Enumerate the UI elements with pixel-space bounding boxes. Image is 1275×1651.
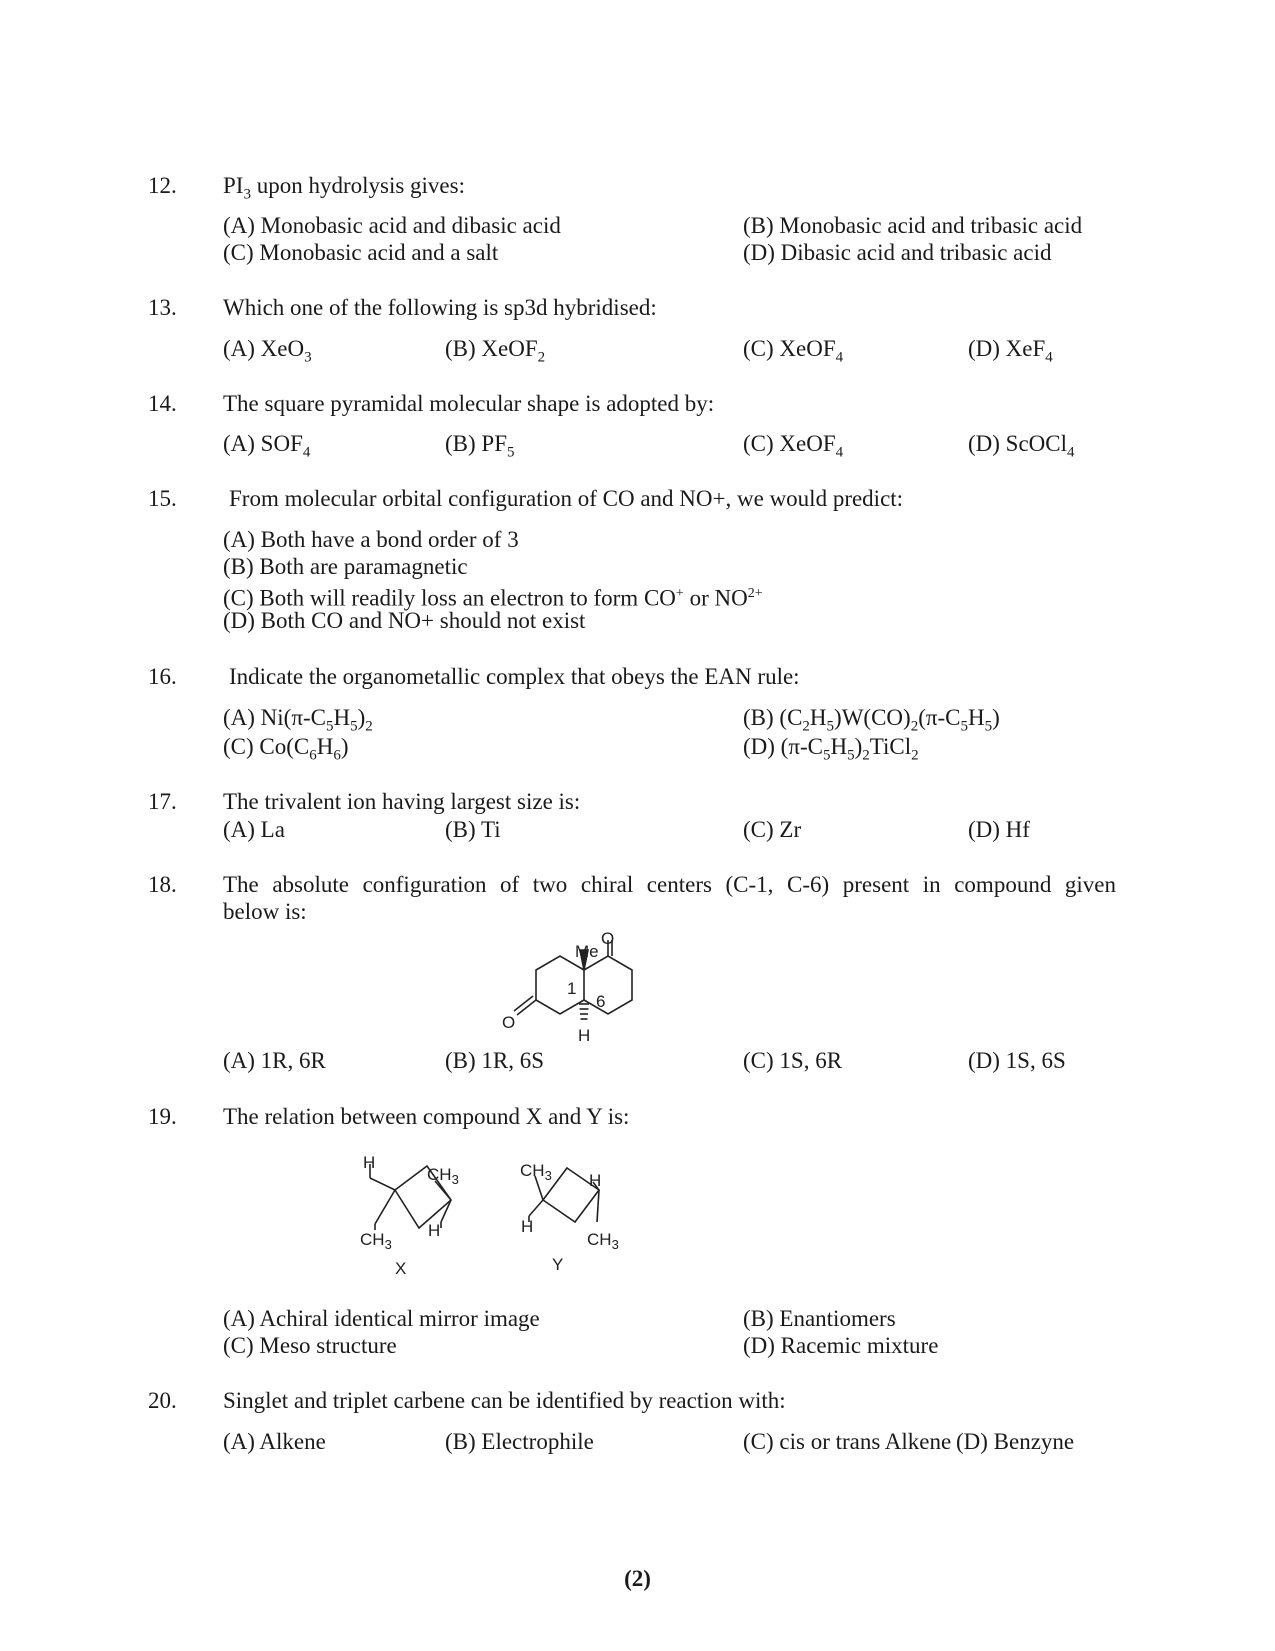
question-text: The relation between compound X and Y is: <box>223 1104 630 1129</box>
option-c[interactable]: (C) XeOF$_4$ <box>743 431 844 461</box>
option-b[interactable]: (B) XeOF$_2$ <box>445 336 546 366</box>
option-a[interactable]: (A) XeO$_3$ <box>223 336 312 366</box>
option-a[interactable]: (A) Both have a bond order of 3 <box>223 527 519 552</box>
options <box>223 1428 1128 1455</box>
options <box>223 335 1128 366</box>
y-ch3-bottom: $CH_3$ <box>587 1230 619 1252</box>
option-d[interactable]: (D) Dibasic acid and tribasic acid <box>743 240 1052 265</box>
question-text: The absolute configuration of two chiral centers (C-1, C-6) present in compound given below is: <box>223 872 1116 924</box>
question-number: 18. <box>148 872 177 897</box>
option-a[interactable]: (A) $SOF_4$ <box>223 431 311 461</box>
option-b[interactable]: (B) Monobasic acid and tribasic acid <box>743 213 1083 238</box>
methyl-label: Me <box>575 942 599 961</box>
question-text: The square pyramidal molecular shape is adopted by: <box>223 391 715 416</box>
question-number: 17. <box>148 789 177 814</box>
question-text: Indicate the organometallic complex that obeys the EAN rule: <box>229 664 800 689</box>
option-b[interactable]: (B) 1R, 6S <box>445 1048 545 1073</box>
x-h-bottom: H <box>428 1221 441 1240</box>
option-d[interactable]: (D) Both CO and NO+ should not exist <box>223 608 586 633</box>
option-b[interactable]: (B) Ti <box>445 817 501 842</box>
question-number: 12. <box>148 173 177 198</box>
options <box>223 430 1128 461</box>
option-b[interactable]: (B) Both are paramagnetic <box>223 554 468 579</box>
option-b[interactable]: (B) $(C_2H_5)W(CO)_2(\pi-C_5H_5)$ <box>743 705 1000 735</box>
option-a[interactable]: (A) $Ni(\pi-C_5H_5)_2$ <box>223 705 373 735</box>
option-c[interactable]: (C) Zr <box>743 817 802 842</box>
option-d[interactable]: (D) XeF$_4$ <box>968 336 1053 366</box>
options <box>223 704 1128 764</box>
compound-y-structure <box>515 1148 655 1278</box>
options <box>223 526 1128 634</box>
option-d[interactable]: (D) 1S, 6S <box>968 1048 1066 1073</box>
options <box>223 212 1128 266</box>
option-a[interactable]: (A) Monobasic acid and dibasic acid <box>223 213 561 238</box>
option-b[interactable]: (B) Enantiomers <box>743 1306 896 1331</box>
carbonyl-o-left: O <box>502 1013 516 1032</box>
question-text: $PI_3$ upon hydrolysis gives: <box>223 173 465 203</box>
carbonyl-o-top: O <box>601 929 615 948</box>
option-a[interactable]: (A) 1R, 6R <box>223 1048 326 1073</box>
question-number: 15. <box>148 486 177 511</box>
option-d[interactable]: (D) Racemic mixture <box>743 1333 939 1358</box>
hydrogen-label: H <box>578 1026 591 1045</box>
option-a[interactable]: (A) Achiral identical mirror image <box>223 1306 540 1331</box>
option-d[interactable]: (D) ScOCl$_4$ <box>968 431 1075 461</box>
option-d[interactable]: (D) Hf <box>968 817 1030 842</box>
options <box>223 816 1128 843</box>
option-d[interactable]: (D) $(\pi-C_5H_5)_2TiCl_2$ <box>743 734 919 764</box>
option-a[interactable]: (A) La <box>223 817 285 842</box>
y-h-top: H <box>589 1171 602 1190</box>
x-h-top: H <box>363 1153 376 1172</box>
option-b[interactable]: (B) Electrophile <box>445 1429 594 1454</box>
question-number: 13. <box>148 295 177 320</box>
y-h-bottom: H <box>521 1217 534 1236</box>
option-c[interactable]: (C) Both will readily loss an electron to form CO+ or $NO^{2+}$ <box>223 585 763 611</box>
option-c[interactable]: (C) 1S, 6R <box>743 1048 843 1073</box>
options <box>223 1047 1128 1074</box>
bicyclic-ketone-structure <box>490 920 650 1055</box>
x-label: X <box>395 1259 407 1278</box>
question-number: 20. <box>148 1388 177 1413</box>
question-number: 19. <box>148 1104 177 1129</box>
question-text: Which one of the following is sp3d hybridised: <box>223 295 657 320</box>
compound-x-structure <box>355 1148 495 1283</box>
question-text: Singlet and triplet carbene can be identified by reaction with: <box>223 1388 786 1413</box>
page-number: (2) <box>624 1566 651 1591</box>
option-c[interactable]: (C) cis or trans Alkene <box>743 1429 952 1454</box>
x-ch3-top: $CH_3$ <box>427 1165 459 1187</box>
y-ch3-top: $CH_3$ <box>520 1161 552 1183</box>
question-text: From molecular orbital configuration of CO and NO+, we would predict: <box>229 486 904 511</box>
option-c[interactable]: (C) $Co(C_6H_6)$ <box>223 734 349 764</box>
carbon-6-label: 6 <box>596 992 606 1011</box>
option-a[interactable]: (A) Alkene <box>223 1429 326 1454</box>
option-c[interactable]: (C) XeOF$_4$ <box>743 336 844 366</box>
question-number: 16. <box>148 664 177 689</box>
options <box>223 1305 1128 1359</box>
option-d[interactable]: (D) Benzyne <box>956 1429 1075 1454</box>
question-number: 14. <box>148 391 177 416</box>
option-c[interactable]: (C) Monobasic acid and a salt <box>223 240 499 265</box>
option-b[interactable]: (B) $PF_5$ <box>445 431 515 461</box>
carbon-1-label: 1 <box>567 979 577 998</box>
x-ch3-bottom: $CH_3$ <box>360 1230 392 1252</box>
option-c[interactable]: (C) Meso structure <box>223 1333 397 1358</box>
y-label: Y <box>552 1255 564 1274</box>
question-text: The trivalent ion having largest size is: <box>223 789 581 814</box>
